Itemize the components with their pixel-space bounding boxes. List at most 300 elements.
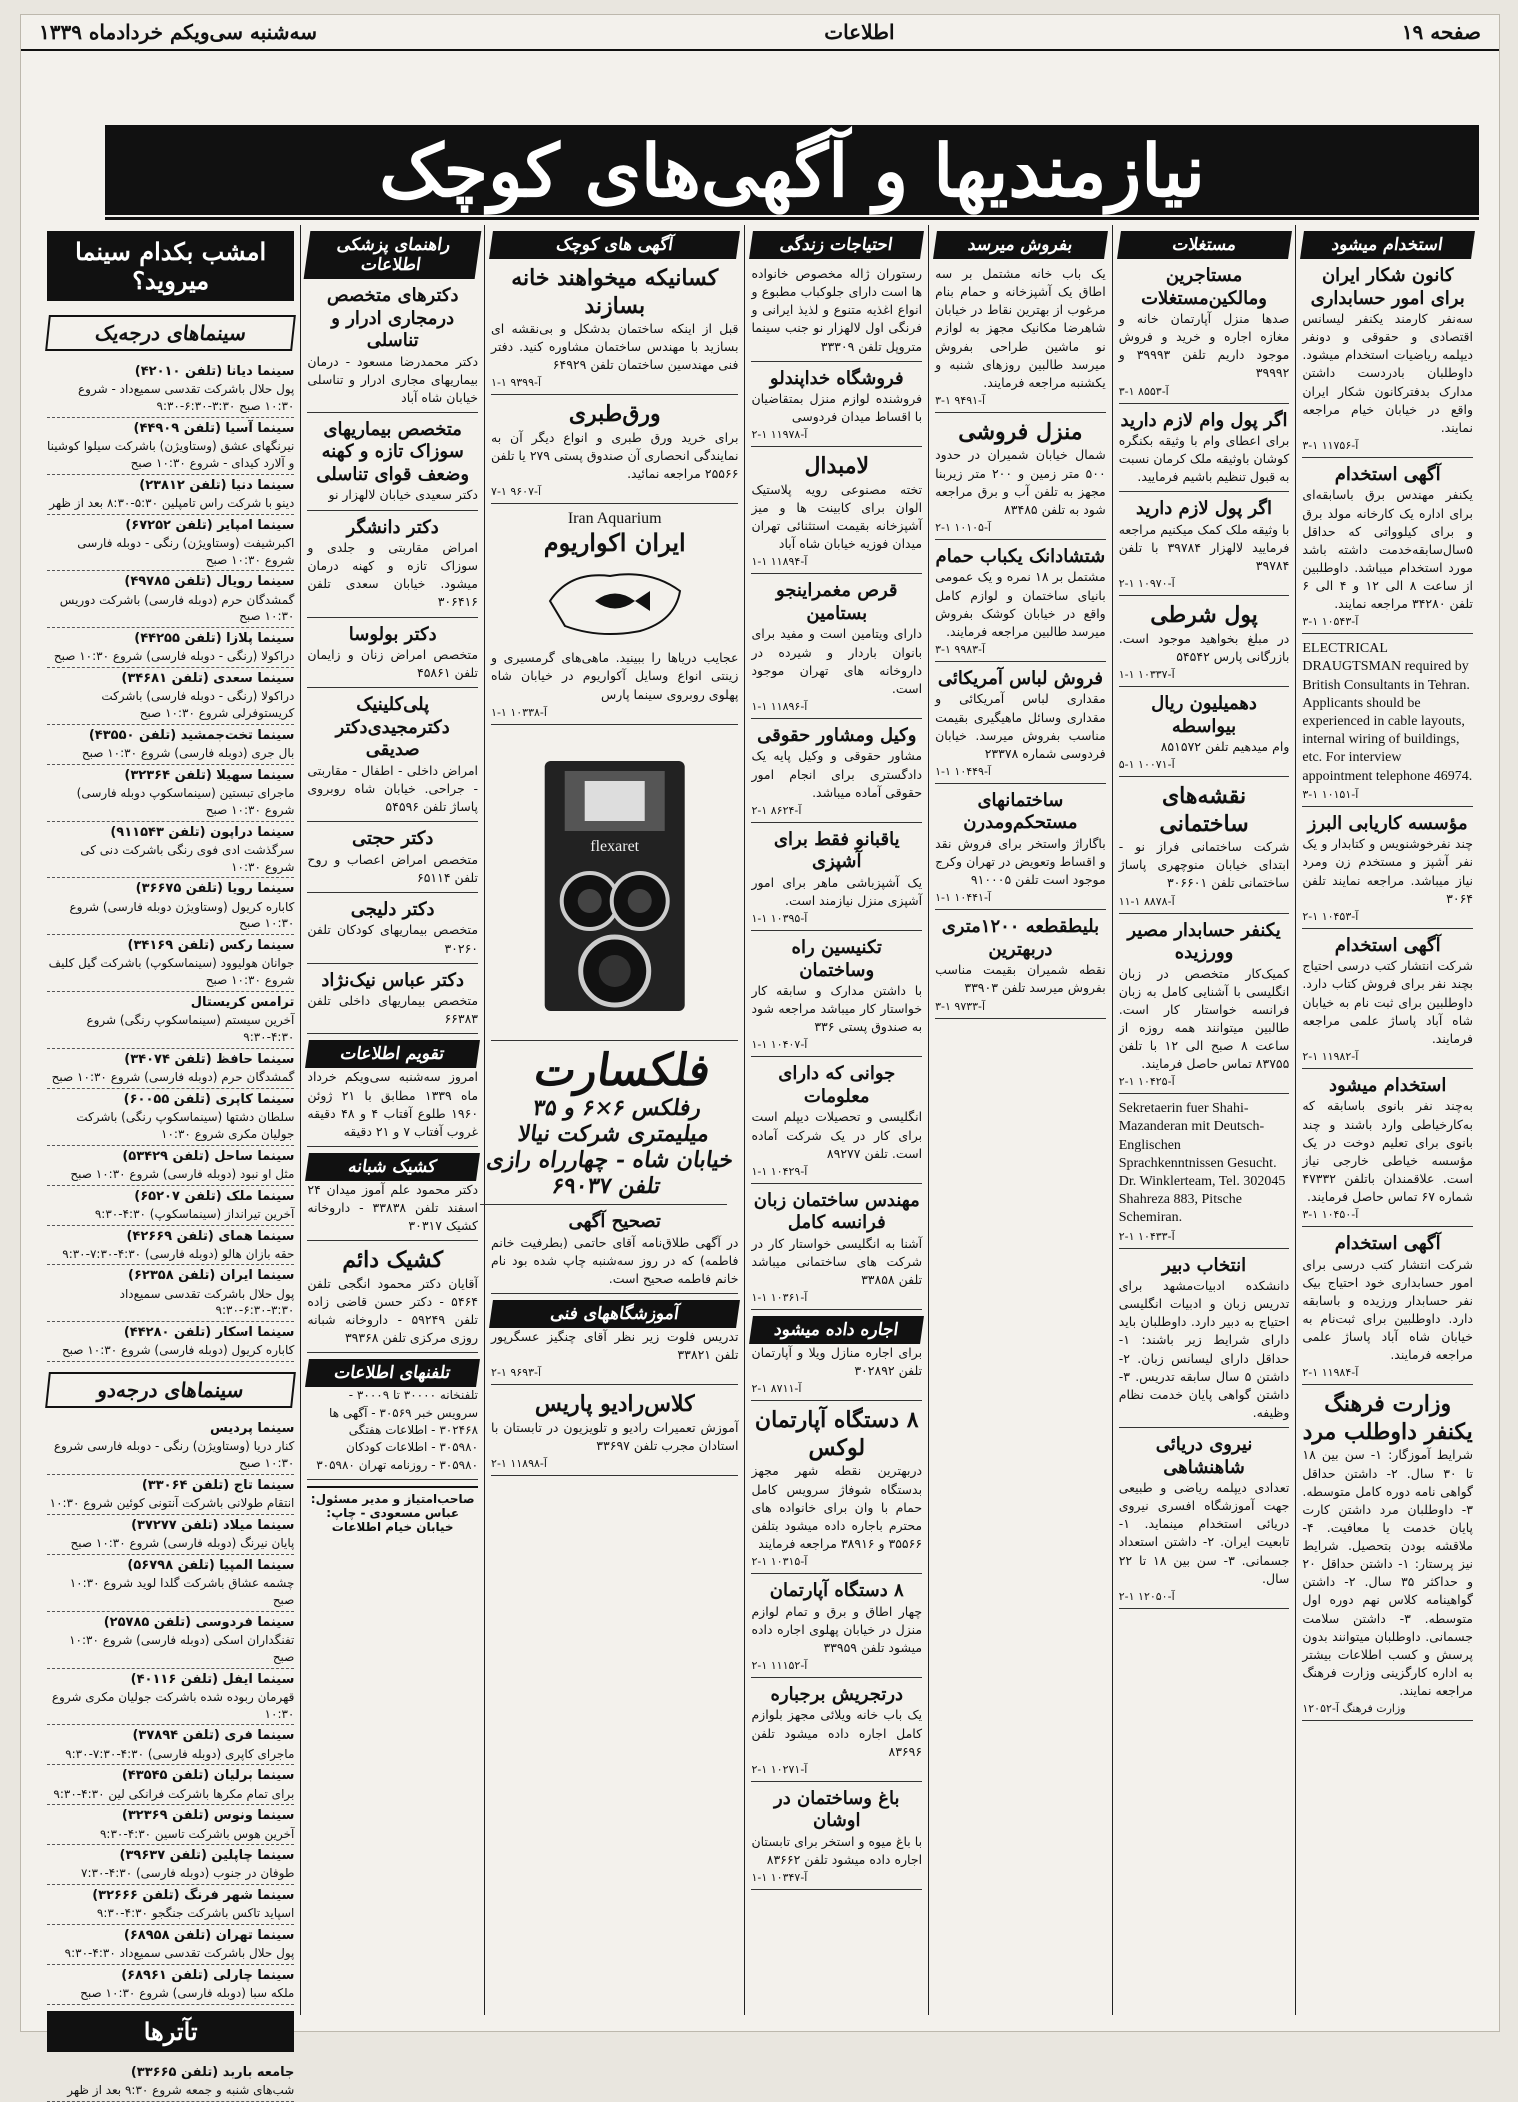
column-for-sale xyxy=(928,225,1112,2015)
cinema-name: ترامس کریستال xyxy=(190,994,295,1010)
ad-ref: آ-۹۳۹۹ ۱-۱ xyxy=(491,376,542,390)
ad-title: ساختمانهای مستحکم‌ومدرن xyxy=(963,789,1078,834)
ad-title: نقشه‌های ساختمانی xyxy=(1159,783,1249,837)
ad-body: عجایب دریاها را ببینید. ماهی‌های گرمسیری و زینتی انواع وسایل آکواریوم در خیابان شاه پهلوی روبروی سینما پارس xyxy=(491,650,739,702)
ad-body: تدریس فلوت زیر نظر آقای چنگیز عسگرپور تلفن ۳۳۸۲۱ xyxy=(491,1328,739,1363)
cinema-listing xyxy=(47,1049,294,1089)
ad-ref: آ-۱۰۴۳۳ ۱-۲ xyxy=(1118,1229,1175,1243)
cinema-listing xyxy=(47,515,294,572)
cinema-program: آخرین تیرانداز (سینماسکوپ) ۴:۳۰-۹:۳۰ xyxy=(94,1206,295,1221)
ad-body: چهار اطاق و برق و تمام لوازم منزل در خیابان پهلوی اجاره داده میشود تلفن ۳۳۹۵۹ xyxy=(751,1603,923,1655)
column-medical-guide xyxy=(300,225,484,2015)
cinema-section-first-class: سینماهای درجه‌یک xyxy=(45,315,296,351)
phones-box xyxy=(307,1359,478,1480)
cinema-section-second-class: سینماهای درجه‌دو xyxy=(45,1372,296,1408)
cinema-listing xyxy=(47,1669,294,1726)
ad-item xyxy=(1119,693,1290,777)
ad-title: وکیل ومشاور حقوقی xyxy=(757,724,917,746)
ad-title: دهمیلیون ریال بیواسطه xyxy=(1151,693,1257,737)
column-employment xyxy=(1295,225,1479,2015)
cinema-name: سینما ملک (تلفن ۶۵۲۰۷) xyxy=(134,1188,295,1204)
ad-ref: آ-۹۹۸۳ ۱-۳ xyxy=(935,642,986,656)
ad-body: دربهترین نقطه شهر مجهز بدستگاه شوفاژ سرویس کامل حمام با وان برای خانواده های محترم باجاره داده میشود بتلفن ۳۵۵۶۶ و ۳۸۹۱۶ مراجعه فرمایند xyxy=(751,1463,923,1551)
cinema-listing xyxy=(47,1765,294,1805)
cinema-name: سینما برلیان (تلفن ۴۳۵۴۵) xyxy=(121,1768,295,1784)
cinema-listing xyxy=(47,992,294,1049)
ad-item-flexaret xyxy=(480,1044,750,1205)
camera-illustration xyxy=(491,731,738,1031)
ad-body: برای اجاره منازل ویلا و آپارتمان تلفن ۳۰۲۸۹۲ xyxy=(751,1345,923,1379)
ad-title: دکتر دلیجی xyxy=(350,898,435,920)
subsection-head: اجاره داده میشود xyxy=(749,1316,924,1344)
ad-ref: آ-۹۶۹۳ ۱-۲ xyxy=(491,1366,542,1380)
ad-body: رستوران ژاله مخصوص خانواده ها است دارای جلوکباب مطبوع و انواع اغذیه متنوع و لذیذ ایرانی و فرنگی اول لالهزار نو جنب سینما متروپل تلفن ۳۳۳۰۹ xyxy=(751,266,923,354)
ad-title: یکنفر حسابدار مصیر وورزیده xyxy=(1127,919,1281,963)
cinema-listing xyxy=(47,1925,294,1965)
cinema-program: قهرمان ربوده شده باشرکت جولیان مکری شروع ۱۰:۳۰ xyxy=(51,1689,295,1721)
cinema-listing xyxy=(47,1805,294,1845)
ad-item xyxy=(935,546,1106,662)
cinema-name: سینما چاپلین (تلفن ۳۹۶۳۷) xyxy=(119,1848,295,1864)
ad-title: کشیک دائم xyxy=(342,1247,444,1274)
cinema-name: سینما ونوس (تلفن ۳۲۳۶۹) xyxy=(121,1808,295,1824)
cinema-listing xyxy=(47,1965,294,2005)
ad-body: یکنفر مهندس برق باسابقه‌ای برای اداره یک کارخانه مولد برق و برای کیلوواتی که حداقل ۵سال‌سابقه‌خدمت داشته باشد مورد استخدام میباشد. داوطلبین از ساعت ۸ الی ۱۲ و ۴ الی ۶ تلفن ۳۴۲۸۰ مراجعه نمایند. xyxy=(1302,487,1473,612)
cinema-name: سینما سعدی (تلفن ۳۴۶۸۱) xyxy=(121,671,295,687)
ad-ref: آ-۱۰۳۹۵ ۱-۱ xyxy=(751,912,808,925)
cinema-name: سینما میلاد (تلفن ۳۷۲۷۷) xyxy=(131,1518,295,1534)
ad-body: متخصص امراض زنان و زایمان تلفن ۴۵۸۶۱ xyxy=(307,647,479,681)
ad-body: دارای ویتامین است و مفید برای بانوان باردار و شیرده در داروخانه های تهران موجود است. xyxy=(751,626,923,696)
ad-item xyxy=(307,1153,478,1241)
ad-item xyxy=(1302,1075,1473,1227)
ad-title: مؤسسه کاریابی البرز xyxy=(1307,812,1468,834)
ad-title: منزل فروشی xyxy=(958,418,1083,445)
ad-body: شرکت انتشار کتب درسی برای امور حسابداری خود احتیاج بیک نفر حسابدار ورزیده و باسابقه دارد. داوطلبین برای ثبت‌نام به خیابان شاه آباد پاساژ علمی مراجعه فرمایند. xyxy=(1302,1256,1473,1363)
cinema-listing xyxy=(47,2062,294,2102)
cinema-listing xyxy=(47,878,294,935)
ad-title: مستاجرین ومالکین‌مستغلات xyxy=(1141,265,1267,309)
ad-title: مهندس ساختمان زبان فرانسه کامل xyxy=(753,1189,920,1234)
cinema-program: پول حلال باشرکت تقدسی سمیع‌داد ۴:۳۰-۹:۳۰ xyxy=(64,1946,295,1961)
cinema-listing xyxy=(47,1089,294,1146)
cinema-program: جوانان هولیوود (سینماسکوپ) باشرکت گیل کلیف شروع ۱۰:۳۰ صبح xyxy=(48,956,295,988)
cinema-name: سینما ایفل (تلفن ۴۰۱۱۶) xyxy=(130,1671,295,1687)
ad-ref: آ-۱۱۹۸۲ ۱-۲ xyxy=(1302,1049,1359,1063)
cinema-program: بال جری (دوبله فارسی) شروع ۱۰:۳۰ صبح xyxy=(81,746,295,761)
ad-ref: آ-۱۱۸۹۶ ۱-۱ xyxy=(751,699,808,713)
ad-ref: آ-۸۸۷۸ ۱-۱۱ xyxy=(1118,894,1175,908)
column-head: مستغلات xyxy=(1117,231,1292,259)
ad-title: اگر پول وام لازم دارید xyxy=(1120,409,1288,431)
cinema-name: سینما فردوسی (تلفن ۲۵۷۸۵) xyxy=(103,1614,295,1630)
ad-title: دکتر حجتی xyxy=(351,828,434,850)
ad-item xyxy=(491,1300,738,1385)
cinema-program: طوفان در جنوب (دوبله فارسی) ۴:۳۰-۷:۳۰ xyxy=(81,1866,295,1881)
cinema-program: کنار دریا (وستاویژن) رنگی - دوبله فارسی شروع ۱۰:۳۰ صبح xyxy=(53,1439,295,1471)
ad-item xyxy=(1119,1255,1290,1429)
ad-title: فروشگاه خداپندلو xyxy=(769,367,904,389)
ad-item xyxy=(1302,464,1473,634)
ad-title: کانون شکار ایران برای امور حسابداری xyxy=(1310,265,1465,309)
column-life-needs xyxy=(744,225,928,2015)
cinema-listing xyxy=(47,1555,294,1612)
ad-title: آگهی استخدام xyxy=(1334,934,1441,956)
cinema-program: چشمه عشاق باشرکت گلدا لوید شروع ۱۰:۳۰ صبح xyxy=(69,1576,295,1607)
ad-body: سه‌نفر کارمند یکنفر لیسانس اقتصادی و حقوقی و دونفر دیپلمه ریاضیات استخدام میشود. داوطلبان بادردست داشتن مدارک بدفترکانون شکار ایران واقع در خیابان خیام مراجعه نمایند. xyxy=(1302,311,1473,435)
ad-title: تکنیسین راه وساختمان xyxy=(791,937,882,981)
cinema-program: کاباره کریول (دوبله فارسی) شروع ۱۰:۳۰ صبح xyxy=(61,1343,295,1358)
ad-item xyxy=(751,1788,922,1890)
ad-title: استخدام میشود xyxy=(1328,1074,1447,1096)
ad-body: آشنا به انگلیسی خواستار کار در شرکت های ساختمانی میباشد تلفن ۳۳۸۵۸ xyxy=(751,1235,923,1287)
banner-title: نیازمندیها و آگهی‌های کوچک xyxy=(379,127,1205,213)
cinema-listing xyxy=(47,725,294,765)
cinema-program: دراکولا (رنگی - دوبله فارسی) شروع ۱۰:۳۰ صبح xyxy=(53,649,295,664)
ad-title: دکتر عباس نیک‌نژاد xyxy=(321,969,464,991)
ad-ref: آ-۹۶۰۷ ۱-۷ xyxy=(491,485,542,499)
cinema-listing xyxy=(47,935,294,992)
ad-ref: آ-۸۷۱۱ ۱-۲ xyxy=(751,1382,802,1396)
ad-body: تخته مصنوعی رویه پلاستیک الوان برای کابینت ها و میز آشپزخانه بقیمت استثنائی تهران میدان فوزیه خیابان شاه آباد xyxy=(751,481,923,552)
ad-title: آگهی استخدام xyxy=(1334,463,1441,485)
cinema-column-head: امشب بکدام سینما میروید؟ xyxy=(47,231,294,301)
cinema-list-second xyxy=(47,1418,294,2005)
cinema-name: سینما چارلی (تلفن ۶۸۹۶۱) xyxy=(121,1968,295,1984)
ad-ref: آ-۱۰۴۲۹ ۱-۱ xyxy=(751,1164,808,1178)
ad-body: برای اعطای وام با وثیقه بکنگره کوشان باوثیقه ملک کرمان نسبت به قبول تنظیم باشیم فرمایید. xyxy=(1118,433,1290,485)
ad-title: لامبدال xyxy=(804,453,870,480)
ad-ref: آ-۱۰۳۴۷ ۱-۱ xyxy=(751,1871,808,1884)
ad-item xyxy=(935,916,1106,1018)
ad-item xyxy=(307,899,478,964)
ad-ref: آ-۱۱۸۹۴ ۱-۱ xyxy=(751,555,808,569)
column-head: استخدام میشود xyxy=(1300,231,1475,259)
cinema-listing xyxy=(47,475,294,515)
ad-title: دکتر دانشگر xyxy=(346,516,439,538)
ad-item xyxy=(935,790,1106,910)
ad-title: وزارت فرهنگ یکنفر داوطلب مرد xyxy=(1302,1391,1473,1445)
ad-body: دانشکده ادبیات‌مشهد برای تدریس زبان و ادبیات انگلیسی احتیاج به دبیر دارد. داوطلبان باید دارای شرایط زیر باشند: ۱- حداقل دارای لیسانس زبان. ۲- داشتن ۵ سال سابقه تدریس. ۳- داشتن گواهی پایان خدمت نظام وظیفه. xyxy=(1118,1278,1290,1420)
theatre-list xyxy=(47,2062,294,2102)
ad-ref: آ-۱۰۱۵۱ ۱-۳ xyxy=(1302,787,1359,801)
cinema-program: سرگذشت ادی فوی رنگی باشرکت دنی کی شروع ۱۰:۳۰ xyxy=(80,842,295,874)
cinema-listing xyxy=(47,1265,294,1322)
cinema-name: سینما تخت‌جمشید (تلفن ۴۳۵۵۰) xyxy=(88,727,295,743)
ad-body-english: Sekretaerin fuer Shahi-Mazanderan mit Deutsch-Englischen Sprachkenntnissen Gesucht. Dr. Winklerteam, Tel. 302045 Shahreza 883, Pitsche Schemiran. xyxy=(1118,1101,1286,1226)
ad-ref: آ-۱۲۰۵۰ ۱-۲ xyxy=(1118,1589,1175,1603)
ad-item xyxy=(1119,410,1290,493)
cinema-listing xyxy=(47,765,294,822)
subsection-head: تلفنهای اطلاعات xyxy=(305,1359,480,1387)
ad-ref: آ-۱۰۴۴۱ ۱-۱ xyxy=(935,891,991,905)
cinema-name: سینما فری (تلفن ۳۷۸۹۴) xyxy=(132,1728,295,1744)
newspaper-page xyxy=(20,14,1500,2098)
ad-item xyxy=(1302,813,1473,929)
ad-body-english: ELECTRICAL DRAUGTSMAN required by British Consultants in Tehran. Applicants should be experienced in cable layouts, internal wiring of buildings, etc. For interview appointment telephone 46974. xyxy=(1302,641,1473,784)
ad-ref: آ-۱۰۳۶۱ ۱-۱ xyxy=(751,1291,808,1305)
cinema-listing xyxy=(47,628,294,668)
ad-title: آگهی استخدام xyxy=(1334,1233,1441,1255)
ad-body: شرکت انتشار کتب درسی احتیاج بچند نفر برای فروش کتاب دارد. داوطلبین برای ثبت نام به خیابان شاه آباد پاساژ علمی مراجعه فرمایند. xyxy=(1302,958,1473,1046)
ad-body: امراض مقاربتی و جلدی و سوزاک تازه و کهنه درمان میشود. خیابان سعدی تلفن ۳۰۶۴۱۶ xyxy=(307,540,479,610)
ad-body: وام میدهیم تلفن ۸۵۱۵۷۲ xyxy=(1160,739,1290,754)
ad-body: مقداری لباس آمریکائی و مقداری وسائل ماهیگیری بقیمت مناسب بفروش میرسد. خیابان فردوسی شماره ۲۳۳۷۸ xyxy=(935,691,1106,761)
phones-list: تلفنخانه ۳۰۰۰۰ تا ۳۰۰۰۹ - سرویس خبر ۳۰۵۶۹ - آگهی ها ۳۰۲۴۶۸ - اطلاعات هفتگی ۳۰۵۹۸۰ - اطلاعات کودکان ۳۰۵۹۸۰ - روزنامه تهران ۳۰۵۹۸۰ xyxy=(316,1388,479,1472)
ad-item xyxy=(1302,1391,1473,1721)
ad-title: فروش لباس آمریکائی xyxy=(937,667,1103,689)
ad-item xyxy=(1119,265,1290,404)
publisher-line: صاحب‌امتیاز و مدیر مسئول: عباس مسعودی - چاپ: خیابان خیام اطلاعات xyxy=(307,1486,478,1534)
ad-item xyxy=(1119,783,1290,913)
cinema-name: سینما ایران (تلفن ۶۲۳۵۸) xyxy=(128,1268,295,1284)
ad-body: رفلکس ۶×۶ و ۳۵ میلیمتری شرکت نیالا خیابان شاه - چهارراه رازی تلفن ۶۹۰۳۷ xyxy=(484,1095,735,1200)
column-cinemas xyxy=(41,225,300,2098)
cinema-program: گمشدگان حرم (دوبله فارسی) شروع ۱۰:۳۰ صبح xyxy=(51,1069,295,1084)
ad-ref: آ-۱۰۱۰۵ ۱-۲ xyxy=(935,520,991,534)
ad-body: قبل از اینکه ساختمان بدشکل و بی‌نقشه ای بسازید با مهندس ساختمان مشاوره کنید. دفتر فنی مهندسین ساختمان تلفن ۶۴۹۲۹ xyxy=(491,321,739,373)
aquarium-title-english: Iran Aquarium xyxy=(567,510,662,528)
cinema-name: سینما رویا (تلفن ۳۶۶۷۵) xyxy=(135,881,295,897)
cinema-name: سینما امپایر (تلفن ۶۷۲۵۲) xyxy=(125,517,295,533)
cinema-listing xyxy=(47,822,294,879)
ad-title: دکترهای متخصص درمجاری ادرار و تناسلی xyxy=(326,285,459,351)
ad-item xyxy=(307,694,478,822)
cinema-program: مثل او نبود (دوبله فارسی) شروع ۱۰:۳۰ صبح xyxy=(70,1166,295,1181)
ad-item-camera xyxy=(491,731,738,1041)
ad-item xyxy=(307,1247,478,1353)
cinema-name: سینما پردیس xyxy=(209,1421,295,1437)
cinema-name: سینما کاپری (تلفن ۶۰۰۵۵) xyxy=(123,1091,295,1107)
cinema-program: پول حلال باشرکت تقدسی سمیع‌داد ۳:۳۰-۶:۳۰-۹:۳۰ xyxy=(119,1286,295,1318)
cinema-name: سینما دنیا (تلفن ۲۳۸۱۲) xyxy=(139,477,295,493)
cinema-listing xyxy=(47,1186,294,1226)
ad-item xyxy=(751,829,922,931)
cinema-listing xyxy=(47,1885,294,1925)
ad-item xyxy=(491,401,738,504)
ad-item xyxy=(751,725,922,823)
ad-title: نیروی دریائی شاهنشاهی xyxy=(1155,1434,1253,1478)
ad-item xyxy=(307,1040,478,1147)
ad-item xyxy=(307,624,478,689)
cinema-program: دینو با شرکت راس تامپلین ۵:۳۰-۸:۳۰ بعد از ظهر xyxy=(49,495,295,510)
cinema-name: سینما اسکار (تلفن ۴۴۲۸۰) xyxy=(123,1325,295,1341)
ad-ref: آ-۱۰۴۴۹ ۱-۱ xyxy=(935,764,991,778)
ad-item xyxy=(1119,1100,1290,1248)
ad-body: در آگهی طلاق‌نامه آقای حاتمی (بطرفیت خانم فاطمه) که در روز سه‌شنبه چاپ شده بود نام خانم فاطمه صحیح است. xyxy=(491,1234,739,1286)
ad-ref: آ-۹۴۹۱ ۱-۳ xyxy=(935,393,986,407)
ad-body: در مبلغ بخواهید موجود است. بازرگانی پارس ۵۴۵۴۲ xyxy=(1118,630,1290,664)
ad-title: شتشادانک یکباب حمام xyxy=(935,545,1106,567)
cinema-program: گمشدگان حرم (دوبله فارسی) باشرکت دوریس ۱۰:۳۰ صبح xyxy=(59,592,295,624)
cinema-program: حقه بازان هالو (دوبله فارسی) ۴:۳۰-۷:۳۰-۹:۳۰ xyxy=(62,1246,295,1261)
ad-title: دکتر بولوسا xyxy=(348,623,437,645)
ad-ref: آ-۱۰۴۵۰ ۱-۳ xyxy=(1302,1208,1359,1222)
cinema-name: جامعه باربد (تلفن ۳۳۶۶۵) xyxy=(130,2065,295,2081)
ad-body: باگاراژ واستخر برای فروش نقد و اقساط وتعویض در تهران وکرج موجود است تلفن ۹۱۰۰۰۵ xyxy=(935,835,1106,888)
cinema-program: اکبرشیفت (وستاویژن) رنگی - دوبله فارسی شروع ۱۰:۳۰ صبح xyxy=(77,535,295,567)
cinema-listing xyxy=(47,418,294,475)
ad-ref: آ-۱۰۳۳۷ ۱-۱ xyxy=(1118,668,1175,681)
ad-title: باغ وساختمان در اوشان xyxy=(774,1787,900,1832)
ad-ref: آ-۱۱۹۷۸ ۱-۲ xyxy=(751,428,808,442)
ad-title: متخصص بیماریهای سوزاک تازه و کهنه وضعف قوای تناسلی xyxy=(316,418,470,485)
cinema-name: سینما رکس (تلفن ۳۴۱۶۹) xyxy=(127,938,295,954)
cinema-program: تفنگداران اسکی (دوبله فارسی) شروع ۱۰:۳۰ صبح xyxy=(69,1632,295,1664)
ad-columns xyxy=(41,225,1479,2098)
aquarium-title: ایران اکواریوم xyxy=(543,528,686,558)
page-number: صفحه ۱۹ xyxy=(1401,20,1481,44)
ad-body: کمیک‌کار متخصص در زبان انگلیسی با آشنایی کامل به زبان فرانسه خواستار کار است. طالبین میتوانند همه روزه از ساعت ۸ صبح الی ۱۲ با تلفن ۸۳۷۵۵ تماس حاصل فرمایند. xyxy=(1118,965,1290,1072)
ad-item xyxy=(751,265,922,362)
ad-body: با وثیقه ملک کمک میکنیم مراجعه فرمایید لالهزار ۳۹۷۸۴ با تلفن ۳۹۷۸۴ xyxy=(1118,521,1290,574)
ad-item xyxy=(751,1684,922,1782)
ad-ref: وزارت فرهنگ آ-۱۲۰۵۲ xyxy=(1302,1702,1406,1716)
ad-body: به‌چند نفر بانوی باسابقه که به‌کارخیاطی وارد باشند و چند بانوی برای تعلیم دوخت در یک مؤسسه خیاطی خارجی نیاز است. علاقمندان باتلفن ۴۷۳۳۲ شماره ۶۷ تماس حاصل فرمایند. xyxy=(1302,1098,1473,1204)
ad-ref: آ-۱۰۳۱۵ ۱-۲ xyxy=(751,1555,808,1568)
cinema-name: سینما رویال (تلفن ۴۹۷۸۵) xyxy=(124,574,295,590)
ad-title: پول شرطی xyxy=(1150,602,1258,629)
ad-body: متخصص امراض اعصاب و روح تلفن ۶۵۱۱۴ xyxy=(307,851,479,885)
ad-ref: آ-۸۶۲۴ ۱-۲ xyxy=(751,803,802,817)
cinema-listing xyxy=(47,571,294,628)
ad-ref: آ-۱۰۲۷۱ ۱-۲ xyxy=(751,1762,808,1776)
ad-item xyxy=(751,453,922,574)
ad-item xyxy=(491,1391,738,1476)
ad-body: دکتر محمود علم آموز میدان ۲۴ اسفند تلفن ۳۳۸۳۸ - داروخانه کشیک ۳۰۳۱۷ xyxy=(307,1181,479,1234)
ad-item xyxy=(751,1407,922,1574)
cinema-program: آخرین هوس باشرکت تاسین ۴:۳۰-۹:۳۰ xyxy=(99,1826,295,1841)
column-head: آگهی های کوچک xyxy=(489,231,740,259)
cinema-program: دراکولا (رنگی - دوبله فارسی) باشرکت کریستوفرلی شروع ۱۰:۳۰ صبح xyxy=(101,689,295,721)
cinema-program: نیرنگهای عشق (وستاویژن) باشرکت سیلوا کوشینا و آلارد کیدای - شروع ۱۰:۳۰ صبح xyxy=(47,438,295,470)
ad-item xyxy=(491,265,738,395)
ad-title: کلاس‌رادیو پاریس xyxy=(534,1391,695,1418)
ad-item xyxy=(751,1316,922,1401)
ad-body: یک باب خانه مشتمل بر سه اطاق یک آشپزخانه و حمام بنام مرغوب از بهترین نقاط در خیابان شاهرضا مکانیک مجهز به لوازم نو ماشین طراحی بفروش میرسد طالبین روزهای شنبه و یکشنبه مراجعه فرمایند. xyxy=(935,266,1106,390)
ad-item xyxy=(307,828,478,893)
cinema-name: سینما حافظ (تلفن ۳۴۰۷۴) xyxy=(124,1051,295,1067)
ad-body: چند نفرخوشنویس و کتابدار و یک نفر آشپز و مستخدم زن ومرد نیاز میباشد. مراجعه نمایند تلفن ۳۰۶۴ xyxy=(1302,836,1473,906)
ad-item xyxy=(1119,920,1290,1095)
ad-item xyxy=(751,1580,922,1678)
cinema-name: سینما ساحل (تلفن ۵۳۴۲۹) xyxy=(122,1148,295,1164)
ad-ref: آ-۱۰۹۷۰ ۱-۲ xyxy=(1118,577,1175,591)
page-header xyxy=(21,15,1499,51)
ad-body: متخصص بیماریهای کودکان تلفن ۳۰۲۶۰ xyxy=(307,922,479,956)
ad-title: درتجریش برجباره xyxy=(770,1683,904,1705)
ad-body: دکتر سعیدی خیابان لالهزار نو xyxy=(328,487,479,503)
ad-body: مشاور حقوقی و وکیل پایه یک دادگستری برای انجام امور حقوقی آماده میباشد. xyxy=(751,748,923,800)
cinema-program: سلطان دشتها (سینماسکوپ رنگی) باشرکت جولیان مکری شروع ۱۰:۳۰ xyxy=(76,1109,295,1141)
column-head: راهنمای پزشکی اطلاعات xyxy=(304,231,481,279)
fish-map-illustration xyxy=(540,561,690,641)
section-banner xyxy=(105,125,1479,215)
ad-title: کسانیکه میخواهند خانه بسازند xyxy=(511,265,719,319)
ad-ref: آ-۱۰۳۳۸ ۱-۱ xyxy=(491,705,547,719)
ad-title: جوانی که دارای معلومات xyxy=(778,1063,896,1107)
ad-item xyxy=(1302,1233,1473,1385)
cinema-name: سینما پلازا (تلفن ۴۴۲۵۵) xyxy=(134,631,295,647)
ad-ref: آ-۱۱۷۵۶ ۱-۳ xyxy=(1302,438,1359,452)
ad-body: صدها منزل آپارتمان خانه و مغازه اجاره و خرید و فروش موجود داریم تلفن ۳۹۹۹۳ و ۳۹۹۹۲ xyxy=(1118,311,1290,381)
cinema-listing xyxy=(47,1475,294,1515)
ad-item xyxy=(1119,1434,1290,1609)
ad-ref: آ-۱۰۰۷۱ ۱-۵ xyxy=(1118,758,1175,772)
ad-body: با باغ میوه و استخر برای تابستان اجاره داده میشود تلفن ۸۳۶۶۲ xyxy=(751,1833,923,1867)
column-small-ads xyxy=(484,225,744,2015)
ad-item xyxy=(935,265,1106,413)
ad-item xyxy=(307,970,478,1035)
cinema-program: ماجرای کاپری (دوبله فارسی) ۴:۳۰-۷:۳۰-۹:۳۰ xyxy=(65,1746,295,1761)
ad-body: آموزش تعمیرات رادیو و تلویزیون در تابستان با استادان مجرب تلفن ۳۳۶۹۷ xyxy=(491,1419,739,1453)
cinema-name: سینما دیانا (تلفن ۴۲۰۱۰) xyxy=(134,364,295,379)
cinema-name: سینما تاج (تلفن ۳۳۰۶۴) xyxy=(141,1478,295,1494)
banner-rule xyxy=(105,217,1479,220)
ad-body: نقطه شمیران بقیمت مناسب بفروش میرسد تلفن ۳۳۹۰۳ xyxy=(935,962,1106,996)
ad-title: ورق‌طبری xyxy=(568,401,661,428)
ad-title: تصحیح آگهی xyxy=(568,1211,661,1233)
cinema-listing xyxy=(47,1515,294,1555)
cinema-listing xyxy=(47,1612,294,1669)
cinema-name: سینما سهیلا (تلفن ۳۲۳۶۴) xyxy=(124,767,295,783)
ad-item xyxy=(751,580,922,719)
ad-item xyxy=(1119,602,1290,687)
ad-item-aquarium xyxy=(491,510,738,724)
cinema-listing xyxy=(47,1845,294,1885)
ad-item xyxy=(1302,265,1473,458)
cinema-name: سینما شهر فرنگ (تلفن ۳۲۶۶۶) xyxy=(92,1888,295,1904)
cinema-program: پایان نیرنگ (دوبله فارسی) شروع ۱۰:۳۰ صبح xyxy=(70,1536,295,1551)
column-head: بفروش میرسد xyxy=(933,231,1108,259)
ad-title: انتخاب دبیر xyxy=(1161,1254,1247,1276)
cinema-program: شب‌های شنبه و جمعه شروع ۹:۳۰ بعد از ظهر xyxy=(67,2083,295,2098)
ad-body: یک باب خانه ویلائی مجهز بلوازم کامل اجاره داده میشود تلفن ۸۳۶۹۶ xyxy=(751,1707,923,1759)
ad-item xyxy=(307,517,478,618)
ad-ref: آ-۹۷۳۳ ۱-۳ xyxy=(935,999,986,1013)
cinema-program: ملکه سبا (دوبله فارسی) شروع ۱۰:۳۰ صبح xyxy=(80,1986,295,2001)
ad-item xyxy=(307,419,478,511)
ad-ref: آ-۸۵۵۳ ۱-۳ xyxy=(1118,384,1169,398)
cinema-program: ماجرای تبستین (سینماسکوپ دوبله فارسی) شروع ۱۰:۳۰ صبح xyxy=(76,786,295,817)
ad-body: فروشنده لوازم منزل بمتقاضیان با اقساط میدان فردوسی xyxy=(751,391,923,425)
ad-body: با داشتن مدارک و سابقه کار خواستار کار میباشد مراجعه شود به صندوق پستی ۳۳۶ xyxy=(751,983,923,1035)
ad-ref: آ-۱۱۱۵۲ ۱-۲ xyxy=(751,1658,808,1672)
ad-title: بلیطقطعه ۱۲۰۰متری دربهترین xyxy=(941,916,1100,960)
ad-item xyxy=(935,668,1106,784)
ad-body: انگلیسی و تحصیلات دیپلم است برای کار در یک شرکت آماده است. تلفن ۸۹۲۷۷ xyxy=(751,1109,923,1161)
camera-brand-label: flexaret xyxy=(590,837,640,855)
cinema-program: پول حلال باشرکت تقدسی سمیع‌داد - شروع ۱۰:۳۰ صبح ۳:۳۰-۶:۳۰-۹:۳۰ xyxy=(78,382,295,413)
ad-item xyxy=(491,1211,738,1294)
column-real-estate xyxy=(1112,225,1296,2015)
cinema-program: اسپاید تاکس باشرکت جنگجو ۴:۳۰-۹:۳۰ xyxy=(96,1906,295,1921)
ad-body: آقایان دکتر محمود انگجی تلفن ۵۴۶۴ - دکتر حسن قاضی زاده تلفن ۵۹۲۴۹ - داروخانه شبانه روزی مرکزی تلفن ۳۹۳۶۸ xyxy=(307,1275,479,1346)
cinema-program: کاباره کریول (وستاویژن دوبله فارسی) شروع ۱۰:۳۰ صبح xyxy=(69,899,295,931)
ad-title: پلی‌کلینیک دکترمجیدی‌دکتر صدیقی xyxy=(335,694,450,761)
cinema-name: سینما آسیا (تلفن ۴۴۹۰۹) xyxy=(133,420,295,436)
cinema-program: انتقام طولانی باشرکت آنتونی کوئین شروع ۱۰:۳۰ xyxy=(49,1496,295,1511)
ad-body: مشتمل بر ۱۸ نمره و یک عمومی بانیای ساختمان و لوازم کامل واقع در خیابان کوشک بفروش میرسد طالبین مراجعه فرمایند. xyxy=(935,569,1106,639)
ad-item xyxy=(751,368,922,448)
ad-ref: آ-۱۱۸۹۸ ۱-۲ xyxy=(491,1456,547,1470)
cinema-listing xyxy=(47,1322,294,1362)
cinema-listing xyxy=(47,1418,294,1475)
paper-name: اطلاعات xyxy=(824,20,895,44)
ad-ref: آ-۱۱۹۸۴ ۱-۲ xyxy=(1302,1366,1359,1380)
ad-body: یک آشپزباشی ماهر برای امور آشپزی منزل نیازمند است. xyxy=(751,874,923,908)
ad-body: امروز سه‌شنبه سی‌ویکم خرداد ماه ۱۳۳۹ مطابق با ۲۱ ژوئن ۱۹۶۰ طلوع آفتاب ۴ و ۴۸ دقیقه غروب آفتاب ۷ و ۲۱ دقیقه xyxy=(307,1069,479,1139)
